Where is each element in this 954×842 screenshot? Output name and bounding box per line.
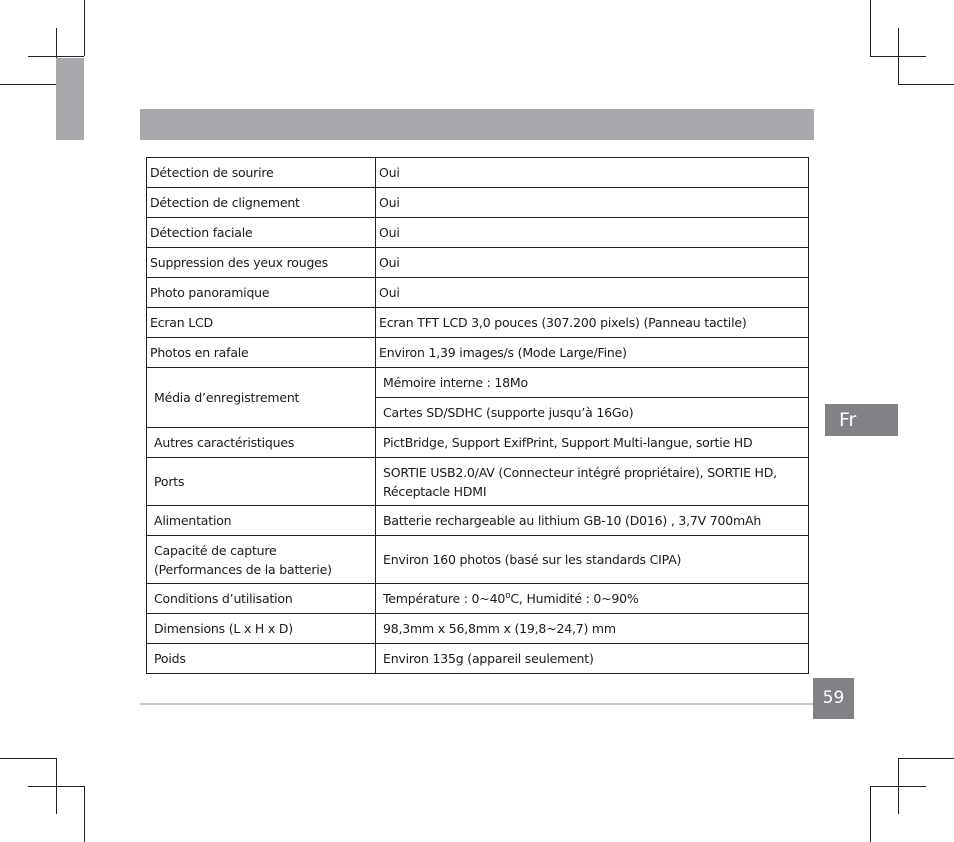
table-row	[147, 368, 809, 398]
margin-tab	[56, 58, 84, 140]
spec-label: Photo panoramique	[147, 278, 376, 308]
spec-value: Environ 1,39 images/s (Mode Large/Fine)	[376, 338, 809, 368]
spec-value: 98,3mm x 56,8mm x (19,8~24,7) mm	[376, 614, 809, 644]
table-row	[147, 428, 809, 458]
spec-label: Ports	[147, 458, 376, 506]
spec-value: Mémoire interne : 18Mo	[376, 368, 809, 398]
crop-mark	[84, 786, 85, 842]
spec-value-part: Température : 0~40	[383, 591, 506, 606]
footer-rule	[140, 703, 813, 705]
crop-mark	[84, 0, 85, 56]
table-row	[147, 584, 809, 614]
crop-mark	[28, 56, 84, 57]
spec-label: Média d’enregistrement	[147, 368, 376, 428]
table-row	[147, 248, 809, 278]
crop-mark	[870, 786, 926, 787]
table-row	[147, 614, 809, 644]
spec-label: Dimensions (L x H x D)	[147, 614, 376, 644]
crop-mark	[898, 84, 954, 85]
spec-value: Ecran TFT LCD 3,0 pouces (307.200 pixels) (Panneau tactile)	[376, 308, 809, 338]
spec-label: Conditions d’utilisation	[147, 584, 376, 614]
spec-label: Détection de clignement	[147, 188, 376, 218]
table-row	[147, 644, 809, 674]
table-row	[147, 458, 809, 506]
spec-value-part: C, Humidité : 0~90%	[510, 591, 639, 606]
spec-value: Environ 160 photos (basé sur les standards CIPA)	[376, 536, 809, 584]
spec-label-line: (Performances de la batterie)	[154, 561, 332, 577]
spec-value: Oui	[376, 248, 809, 278]
spec-value-line: Réceptacle HDMI	[383, 483, 487, 499]
spec-value: PictBridge, Support ExifPrint, Support Multi-langue, sortie HD	[376, 428, 809, 458]
spec-value: Cartes SD/SDHC (supporte jusqu’à 16Go)	[376, 398, 809, 428]
spec-value	[376, 458, 809, 506]
table-row	[147, 506, 809, 536]
specifications-table	[146, 157, 809, 674]
spec-label: Suppression des yeux rouges	[147, 248, 376, 278]
table-row	[147, 536, 809, 584]
table-row	[147, 308, 809, 338]
degree-superscript: o	[505, 590, 511, 601]
spec-value: Oui	[376, 278, 809, 308]
table-row	[147, 278, 809, 308]
spec-value: Oui	[376, 188, 809, 218]
table-row	[147, 218, 809, 248]
spec-label: Autres caractéristiques	[147, 428, 376, 458]
spec-value: Batterie rechargeable au lithium GB-10 (D016) , 3,7V 700mAh	[376, 506, 809, 536]
spec-value: Oui	[376, 218, 809, 248]
crop-mark	[28, 786, 84, 787]
crop-mark	[870, 0, 871, 56]
crop-mark	[870, 786, 871, 842]
spec-label: Alimentation	[147, 506, 376, 536]
crop-mark	[870, 56, 926, 57]
spec-label: Détection de sourire	[147, 158, 376, 188]
spec-value: Environ 135g (appareil seulement)	[376, 644, 809, 674]
spec-value-line: SORTIE USB2.0/AV (Connecteur intégré propriétaire), SORTIE HD,	[383, 464, 777, 480]
spec-label: Photos en rafale	[147, 338, 376, 368]
table-row	[147, 188, 809, 218]
spec-value: Oui	[376, 158, 809, 188]
page-number: 59	[813, 678, 854, 719]
spec-label	[147, 536, 376, 584]
language-tab: Fr	[825, 404, 898, 436]
spec-label: Détection faciale	[147, 218, 376, 248]
crop-mark	[0, 84, 56, 85]
spec-label: Ecran LCD	[147, 308, 376, 338]
table-row	[147, 338, 809, 368]
crop-mark	[898, 758, 954, 759]
section-header-bar	[140, 109, 814, 140]
crop-mark	[0, 758, 56, 759]
table-row	[147, 158, 809, 188]
spec-label: Poids	[147, 644, 376, 674]
spec-value	[376, 584, 809, 614]
spec-label-line: Capacité de capture	[154, 542, 277, 558]
